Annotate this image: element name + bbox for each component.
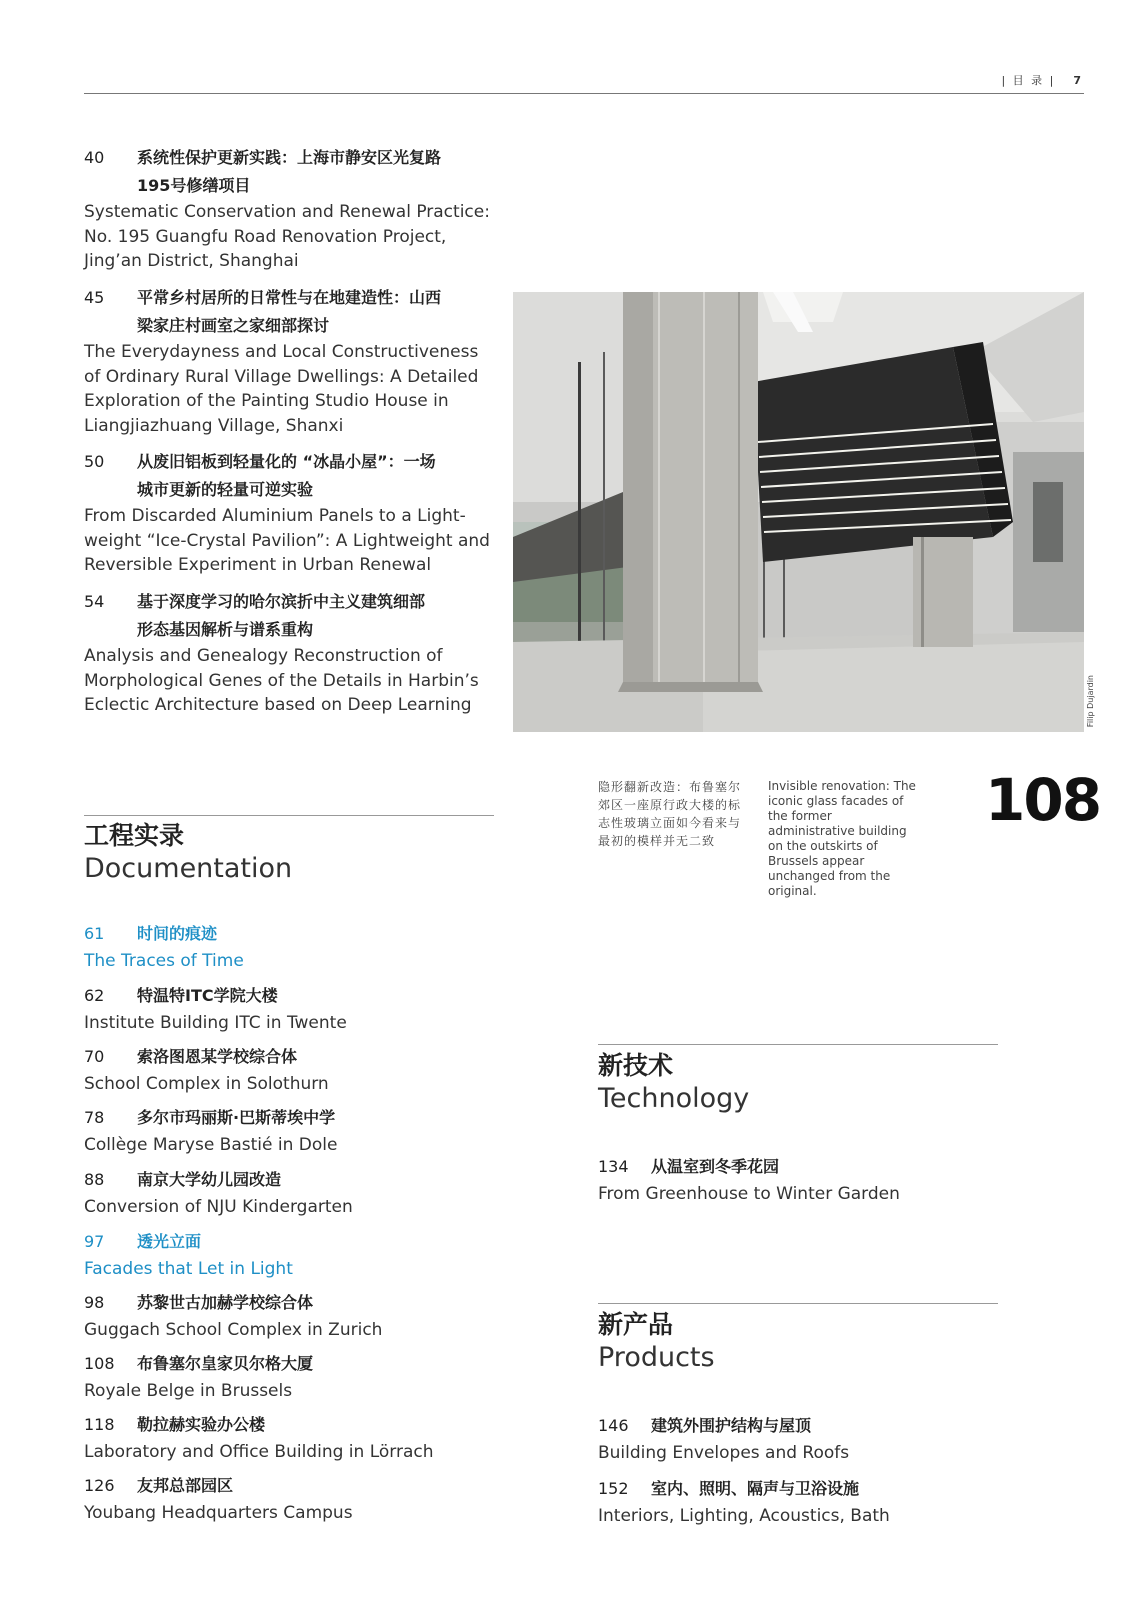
entry-number: 70 (84, 1047, 105, 1066)
entry-title-en: Youbang Headquarters Campus (84, 1503, 353, 1523)
entry-title-en: Royale Belge in Brussels (84, 1381, 293, 1401)
section-title-zh: 工程实录 (84, 821, 185, 850)
running-header (1001, 72, 1081, 88)
entry-title-en: Conversion of NJU Kindergarten (84, 1197, 353, 1217)
entry-title-en-line: Eclectic Architecture based on Deep Learning (84, 695, 472, 715)
entry-title-zh: 系统性保护更新实践：上海市静安区光复路 (137, 148, 442, 167)
entry-title-en-line: The Everydayness and Local Constructiveness (84, 342, 479, 362)
entry-title-en-line: Morphological Genes of the Details in Harbin’s (84, 670, 479, 691)
section-title-en: Technology (598, 1083, 750, 1114)
entry-number: 126 (84, 1476, 115, 1495)
entry-title-zh: 苏黎世古加赫学校综合体 (137, 1293, 314, 1312)
section-heading-products (598, 1309, 715, 1375)
header-rule (84, 93, 1084, 94)
entry-title-zh: 友邦总部园区 (137, 1476, 234, 1495)
section-rule (598, 1303, 998, 1304)
entry-number: 62 (84, 986, 105, 1005)
entry-title-en: Guggach School Complex in Zurich (84, 1320, 383, 1340)
entry-title-zh-cont: 195号修缮项目 (137, 176, 251, 195)
photo-credit: Filip Dujardin (1086, 675, 1095, 728)
toc-entry-50[interactable] (84, 448, 494, 578)
entry-title-zh-cont: 梁家庄村画室之家细部探讨 (137, 316, 330, 335)
toc-entry-98[interactable] (84, 1289, 504, 1343)
toc-entry-118[interactable] (84, 1411, 504, 1465)
entry-title-en: Building Envelopes and Roofs (598, 1443, 850, 1463)
section-title-en: Documentation (84, 853, 293, 884)
caption-en: Invisible renovation: The iconic glass facades of the former administrative building on the outskirts of Brussels appear unchanged from the original. (768, 779, 916, 898)
toc-entry-70[interactable] (84, 1043, 504, 1097)
page-number: 7 (1073, 74, 1081, 87)
entry-title-en-line: of Ordinary Rural Village Dwellings: A Detailed (84, 366, 479, 387)
entry-title-zh: 时间的痕迹 (137, 924, 218, 943)
entry-title-en: Institute Building ITC in Twente (84, 1013, 347, 1033)
entry-title-zh: 从废旧铝板到轻量化的 “冰晶小屋”：一场 (137, 452, 436, 471)
entry-number: 45 (84, 288, 105, 307)
toc-entry-134[interactable] (598, 1153, 1018, 1207)
entry-number: 118 (84, 1415, 115, 1434)
toc-entry-152[interactable] (598, 1475, 1018, 1529)
toc-entry-61[interactable] (84, 920, 504, 974)
entry-title-en-line: Analysis and Genealogy Reconstruction of (84, 646, 443, 666)
entry-number: 108 (84, 1354, 115, 1373)
entry-number: 61 (84, 924, 105, 943)
toc-entry-108[interactable] (84, 1350, 504, 1404)
entry-title-en-line: Jing’an District, Shanghai (84, 251, 299, 271)
entry-number: 54 (84, 592, 105, 611)
entry-title-en-line: Reversible Experiment in Urban Renewal (84, 555, 432, 575)
feature-photo (513, 292, 1084, 732)
toc-entry-97[interactable] (84, 1228, 504, 1282)
section-heading-technology (598, 1050, 749, 1116)
section-rule (84, 815, 494, 816)
toc-entry-62[interactable] (84, 982, 504, 1036)
entry-title-en-line: Exploration of the Painting Studio House in (84, 391, 449, 411)
entry-number: 50 (84, 452, 105, 471)
entry-title-zh: 布鲁塞尔皇家贝尔格大厦 (137, 1354, 314, 1373)
entry-title-en-line: No. 195 Guangfu Road Renovation Project, (84, 226, 447, 247)
section-title-zh: 新产品 (598, 1310, 674, 1339)
entry-title-zh: 特温特ITC学院大楼 (137, 986, 278, 1005)
entry-title-zh: 建筑外围护结构与屋顶 (651, 1416, 812, 1435)
entry-title-zh: 基于深度学习的哈尔滨折中主义建筑细部 (137, 592, 426, 611)
entry-title-zh: 勒拉赫实验办公楼 (137, 1415, 266, 1434)
toc-entry-45[interactable] (84, 284, 494, 438)
entry-title-en-line: Liangjiazhuang Village, Shanxi (84, 415, 344, 436)
caption-page-number: 108 (985, 766, 1101, 834)
entry-title-zh-cont: 城市更新的轻量可逆实验 (137, 480, 314, 499)
entry-title-en: School Complex in Solothurn (84, 1074, 329, 1094)
toc-entry-126[interactable] (84, 1472, 504, 1526)
toc-entry-40[interactable] (84, 144, 494, 274)
section-label: | 目 录 | (1001, 74, 1056, 87)
toc-entry-146[interactable] (598, 1412, 1018, 1466)
entry-number: 88 (84, 1170, 105, 1189)
entry-title-zh: 从温室到冬季花园 (651, 1157, 780, 1176)
section-title-zh: 新技术 (598, 1051, 674, 1080)
entry-number: 40 (84, 148, 105, 167)
entry-number: 78 (84, 1108, 105, 1127)
entry-title-en: From Greenhouse to Winter Garden (598, 1184, 900, 1204)
toc-entry-54[interactable] (84, 588, 494, 718)
section-rule (598, 1044, 998, 1045)
entry-title-zh: 平常乡村居所的日常性与在地建造性：山西 (137, 288, 442, 307)
section-heading-documentation (84, 820, 292, 886)
entry-title-en-line: weight “Ice-Crystal Pavilion”: A Lightweight and (84, 530, 490, 551)
entry-number: 134 (598, 1157, 629, 1176)
entry-title-en: The Traces of Time (84, 951, 244, 971)
entry-title-en: Interiors, Lighting, Acoustics, Bath (598, 1506, 890, 1526)
entry-title-zh: 索洛图恩某学校综合体 (137, 1047, 298, 1066)
entry-title-zh: 南京大学幼儿园改造 (137, 1170, 282, 1189)
section-title-en: Products (598, 1342, 715, 1373)
entry-number: 97 (84, 1232, 105, 1251)
entry-title-zh: 室内、照明、隔声与卫浴设施 (651, 1479, 860, 1498)
entry-title-en: Facades that Let in Light (84, 1259, 293, 1279)
entry-number: 146 (598, 1416, 629, 1435)
entry-number: 152 (598, 1479, 629, 1498)
entry-title-en-line: From Discarded Aluminium Panels to a Light- (84, 506, 466, 526)
toc-entry-78[interactable] (84, 1104, 504, 1158)
toc-entry-88[interactable] (84, 1166, 504, 1220)
entry-title-zh-cont: 形态基因解析与谱系重构 (137, 620, 314, 639)
entry-title-zh: 透光立面 (137, 1232, 202, 1251)
entry-title-en: Collège Maryse Bastié in Dole (84, 1135, 338, 1155)
entry-title-zh: 多尔市玛丽斯·巴斯蒂埃中学 (137, 1108, 336, 1127)
entry-title-en-line: Systematic Conservation and Renewal Practice: (84, 202, 490, 222)
entry-number: 98 (84, 1293, 105, 1312)
caption-zh: 隐形翻新改造：布鲁塞尔郊区一座原行政大楼的标志性玻璃立面如今看来与最初的模样并无二致 (598, 780, 742, 848)
entry-title-en: Laboratory and Office Building in Lörrach (84, 1442, 434, 1462)
